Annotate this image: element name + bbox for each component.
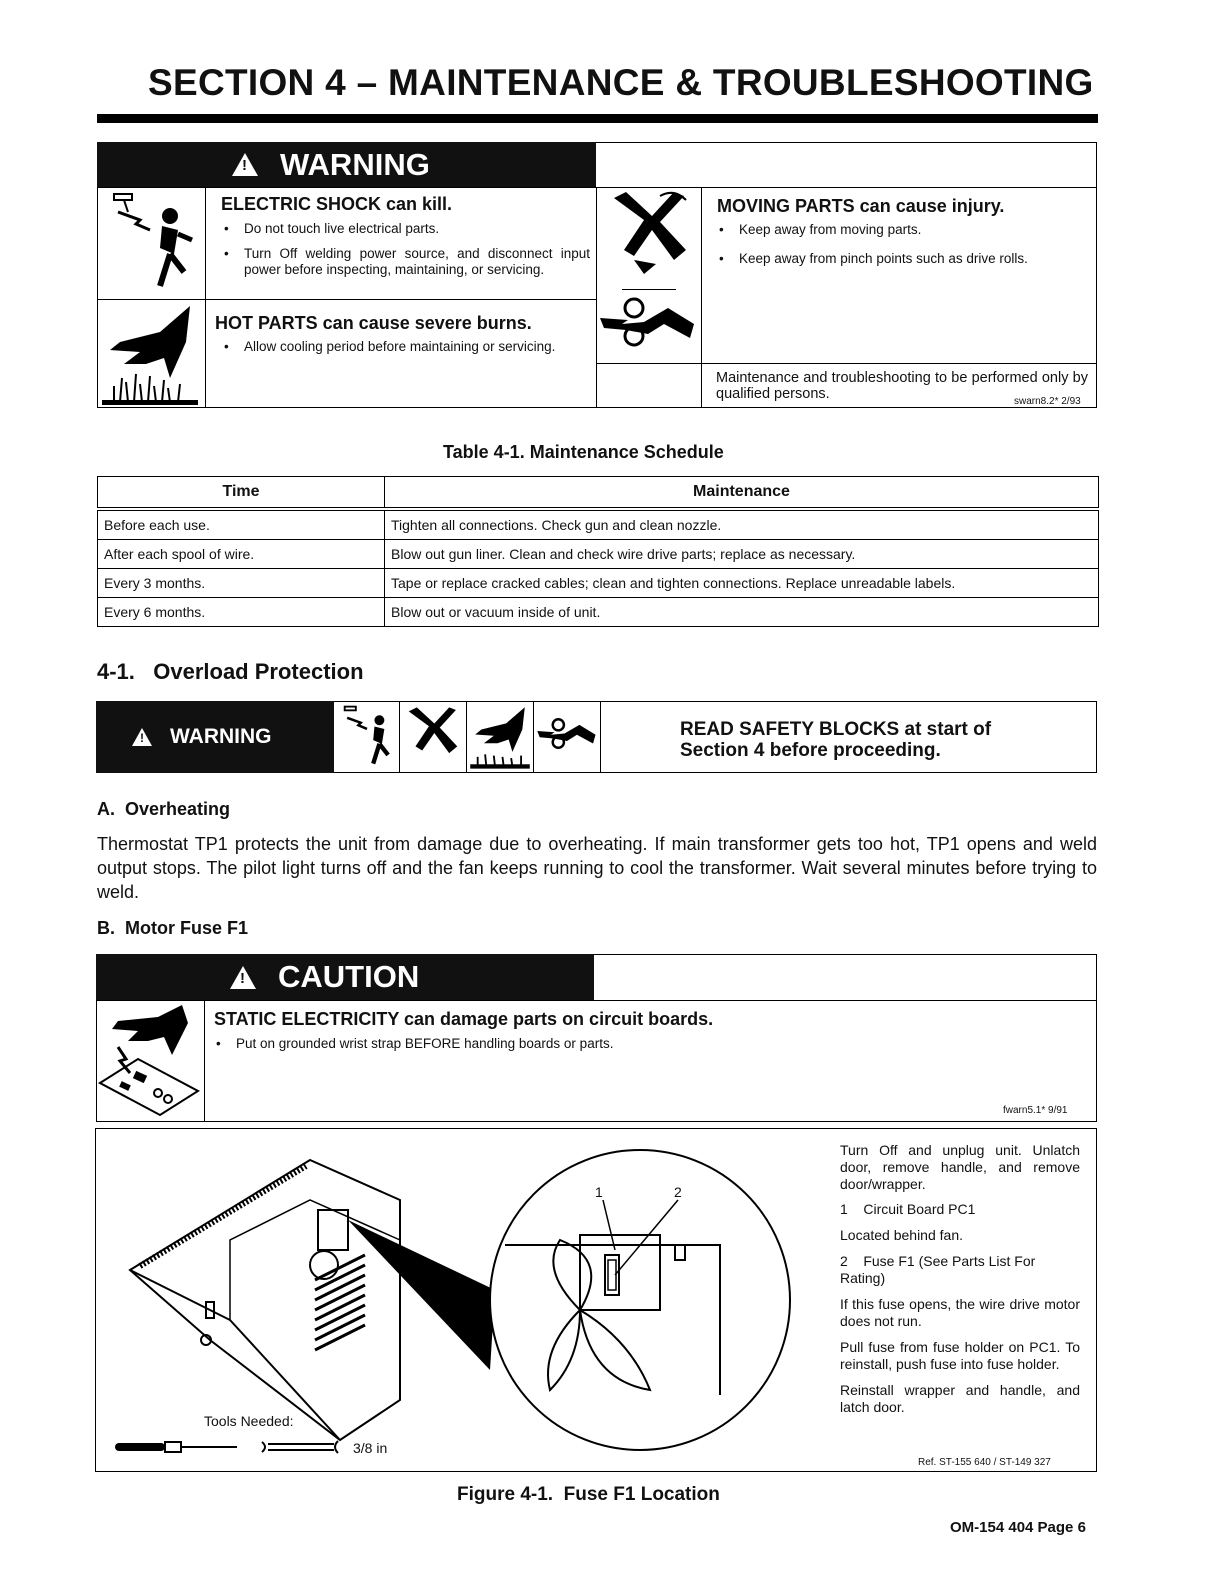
table-header-row: [98, 477, 1099, 510]
section-title: SECTION 4 – MAINTENANCE & TROUBLESHOOTING: [148, 62, 1094, 103]
instruction-text: Turn Off and unplug unit. Unlatch door, remove handle, and remove door/wrapper.: [840, 1142, 1080, 1192]
maintenance-schedule-table: [97, 476, 1099, 627]
table-cell: Before each use.: [98, 509, 385, 540]
unit-illustration: [110, 1140, 810, 1460]
overload-warning-bar: [96, 701, 334, 773]
moving-parts-icon: [402, 704, 464, 770]
pinch-point-icon: [598, 294, 698, 358]
table-cell: Every 6 months.: [98, 598, 385, 627]
figure-ref: Ref. ST-155 640 / ST-149 327: [918, 1457, 1051, 1468]
wrench-icon: [258, 1439, 344, 1455]
callout-1: 1: [595, 1184, 603, 1200]
instruction-text: Located behind fan.: [840, 1227, 963, 1243]
hot-parts-icon: [469, 704, 531, 770]
caution-header-bar: [96, 954, 594, 1000]
table-cell: Tighten all connections. Check gun and clean nozzle.: [385, 509, 1099, 540]
warning-code: swarn8.2* 2/93: [1014, 396, 1081, 407]
warning-triangle-icon: [132, 728, 152, 746]
overload-warning-label: WARNING: [170, 725, 272, 748]
pinch-point-icon: [536, 714, 598, 758]
hot-parts-icon: [100, 302, 200, 406]
overheating-heading: A. Overheating: [97, 799, 231, 819]
warning-triangle-icon: [232, 153, 258, 176]
overload-heading: 4-1. Overload Protection: [97, 659, 364, 684]
electric-shock-title: ELECTRIC SHOCK can kill.: [221, 194, 453, 214]
callout-2: 2: [674, 1184, 682, 1200]
wrench-size: 3/8 in: [353, 1440, 388, 1456]
table-row: [98, 509, 1099, 540]
table-cell: Tape or replace cracked cables; clean and tighten connections. Replace unreadable labels.: [385, 569, 1099, 598]
warning-header-bar: [97, 142, 596, 187]
electric-shock-icon: [336, 704, 398, 770]
moving-parts-icon: [604, 190, 696, 282]
moving-parts-title: MOVING PARTS can cause injury.: [717, 196, 1005, 216]
instruction-text: 1 Circuit Board PC1: [840, 1201, 976, 1217]
title-rule: [97, 114, 1098, 123]
table-cell: Blow out or vacuum inside of unit.: [385, 598, 1099, 627]
caution-code: fwarn5.1* 9/91: [1003, 1105, 1068, 1116]
table-row: [98, 598, 1099, 627]
caution-heading: CAUTION: [278, 959, 420, 994]
figure-caption: Figure 4-1. Fuse F1 Location: [457, 1484, 720, 1505]
table-cell: Every 3 months.: [98, 569, 385, 598]
column-header-maintenance: Maintenance: [385, 477, 1099, 510]
column-header-time: Time: [98, 477, 385, 510]
instruction-text: If this fuse opens, the wire drive motor does not run.: [840, 1296, 1080, 1329]
hot-parts-title: HOT PARTS can cause severe burns.: [215, 313, 532, 333]
hot-bullet-1: • Allow cooling period before maintaining or servicing.: [224, 339, 556, 354]
table-cell: After each spool of wire.: [98, 540, 385, 569]
motor-fuse-heading: B. Motor Fuse F1: [97, 918, 249, 938]
page-label: OM-154 404 Page 6: [950, 1519, 1086, 1536]
screwdriver-icon: [113, 1440, 243, 1454]
instruction-text: 2 Fuse F1 (See Parts List For Rating): [840, 1253, 1040, 1286]
table-row: [98, 540, 1099, 569]
read-safety-blocks: READ SAFETY BLOCKS at start of Section 4 before proceeding.: [680, 719, 992, 761]
static-electricity-icon: [98, 1003, 202, 1117]
caution-triangle-icon: [230, 966, 256, 989]
static-electricity-title: STATIC ELECTRICITY can damage parts on circuit boards.: [214, 1009, 714, 1029]
electric-bullet-1: • Do not touch live electrical parts.: [224, 221, 440, 236]
figure-instructions: [840, 1142, 1080, 1416]
caution-bullet: • Put on grounded wrist strap BEFORE handling boards or parts.: [216, 1036, 614, 1051]
instruction-text: Reinstall wrapper and handle, and latch door.: [840, 1382, 1080, 1415]
table-caption: Table 4-1. Maintenance Schedule: [443, 442, 724, 462]
qualified-persons-note: Maintenance and troubleshooting to be performed only by qualified persons.: [716, 370, 1088, 402]
tools-needed-label: Tools Needed:: [204, 1413, 294, 1429]
table-row: [98, 569, 1099, 598]
moving-bullet-1: • Keep away from moving parts.: [719, 222, 922, 237]
warning-heading: WARNING: [280, 146, 430, 182]
moving-bullet-2: • Keep away from pinch points such as drive rolls.: [719, 251, 1028, 266]
instruction-text: Pull fuse from fuse holder on PC1. To reinstall, push fuse into fuse holder.: [840, 1339, 1080, 1372]
overheating-text: Thermostat TP1 protects the unit from damage due to overheating. If main transformer gets too hot, TP1 opens and weld output stops. The pilot light turns off and the fan keeps running to cool the transformer. Wait several minutes before trying to weld.: [97, 834, 1097, 902]
electric-shock-icon: [100, 190, 200, 296]
electric-bullet-2: • Turn Off welding power source, and disconnect input power before inspecting, maintaining, or servicing.: [224, 246, 590, 277]
table-cell: Blow out gun liner. Clean and check wire drive parts; replace as necessary.: [385, 540, 1099, 569]
